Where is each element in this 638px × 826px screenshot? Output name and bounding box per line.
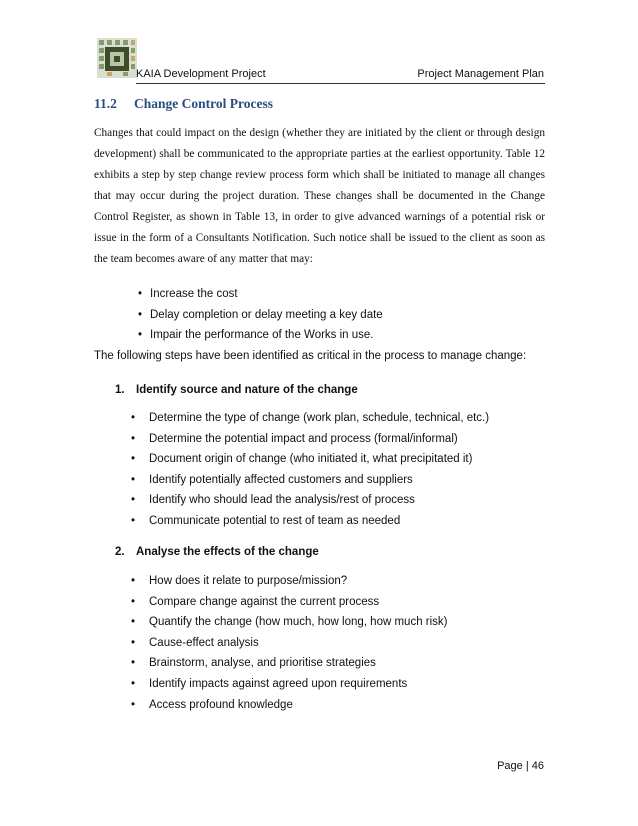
list-item: • Determine the potential impact and process (formal/informal) bbox=[128, 429, 489, 450]
section-heading bbox=[94, 96, 273, 112]
list-item: • Identify who should lead the analysis/rest of process bbox=[128, 490, 489, 511]
list-item: • Cause-effect analysis bbox=[128, 633, 448, 654]
step-2-list bbox=[128, 571, 448, 715]
step-number: 1. bbox=[115, 384, 125, 396]
matter-bullet-list bbox=[136, 284, 383, 346]
header-document-name: Project Management Plan bbox=[417, 68, 544, 80]
list-item: • Brainstorm, analyse, and prioritise strategies bbox=[128, 653, 448, 674]
header-rule bbox=[136, 83, 545, 84]
page-number: Page | 46 bbox=[497, 760, 544, 772]
step-title: Analyse the effects of the change bbox=[136, 546, 319, 558]
list-item: • Compare change against the current process bbox=[128, 592, 448, 613]
list-item: • Identify impacts against agreed upon requirements bbox=[128, 674, 448, 695]
list-item: • How does it relate to purpose/mission? bbox=[128, 571, 448, 592]
step-heading-2 bbox=[115, 546, 319, 558]
list-item: • Increase the cost bbox=[136, 284, 383, 305]
list-item: • Determine the type of change (work plan, schedule, technical, etc.) bbox=[128, 408, 489, 429]
section-number: 11.2 bbox=[94, 96, 117, 111]
list-item: • Identify potentially affected customers and suppliers bbox=[128, 470, 489, 491]
steps-intro: The following steps have been identified as critical in the process to manage change: bbox=[94, 350, 527, 362]
list-item: • Delay completion or delay meeting a key date bbox=[136, 305, 383, 326]
list-item: • Impair the performance of the Works in use. bbox=[136, 325, 383, 346]
list-item: • Communicate potential to rest of team as needed bbox=[128, 511, 489, 532]
step-title: Identify source and nature of the change bbox=[136, 384, 358, 396]
step-1-list bbox=[128, 408, 489, 532]
step-number: 2. bbox=[115, 546, 125, 558]
header-project-name: KAIA Development Project bbox=[136, 68, 266, 80]
section-title-text: Change Control Process bbox=[134, 96, 273, 111]
list-item: • Quantify the change (how much, how long, how much risk) bbox=[128, 612, 448, 633]
step-heading-1 bbox=[115, 384, 358, 396]
company-logo bbox=[97, 38, 137, 78]
list-item: • Document origin of change (who initiated it, what precipitated it) bbox=[128, 449, 489, 470]
intro-paragraph: Changes that could impact on the design (whether they are initiated by the client or through design development) shall be communicated to the appropriate parties at the earliest opportunity. Table 12 exhibits a step by step change review process form which shall be initiated to manage all changes that may occur during the project duration. These changes shall be documented in the Change Control Register, as shown in Table 13, in order to give advanced warnings of a potential risk or issue in the form of a Consultants Notification. Such notice shall be issued to the client as soon as the team becomes aware of any matter that may: bbox=[94, 127, 545, 265]
list-item: • Access profound knowledge bbox=[128, 695, 448, 716]
